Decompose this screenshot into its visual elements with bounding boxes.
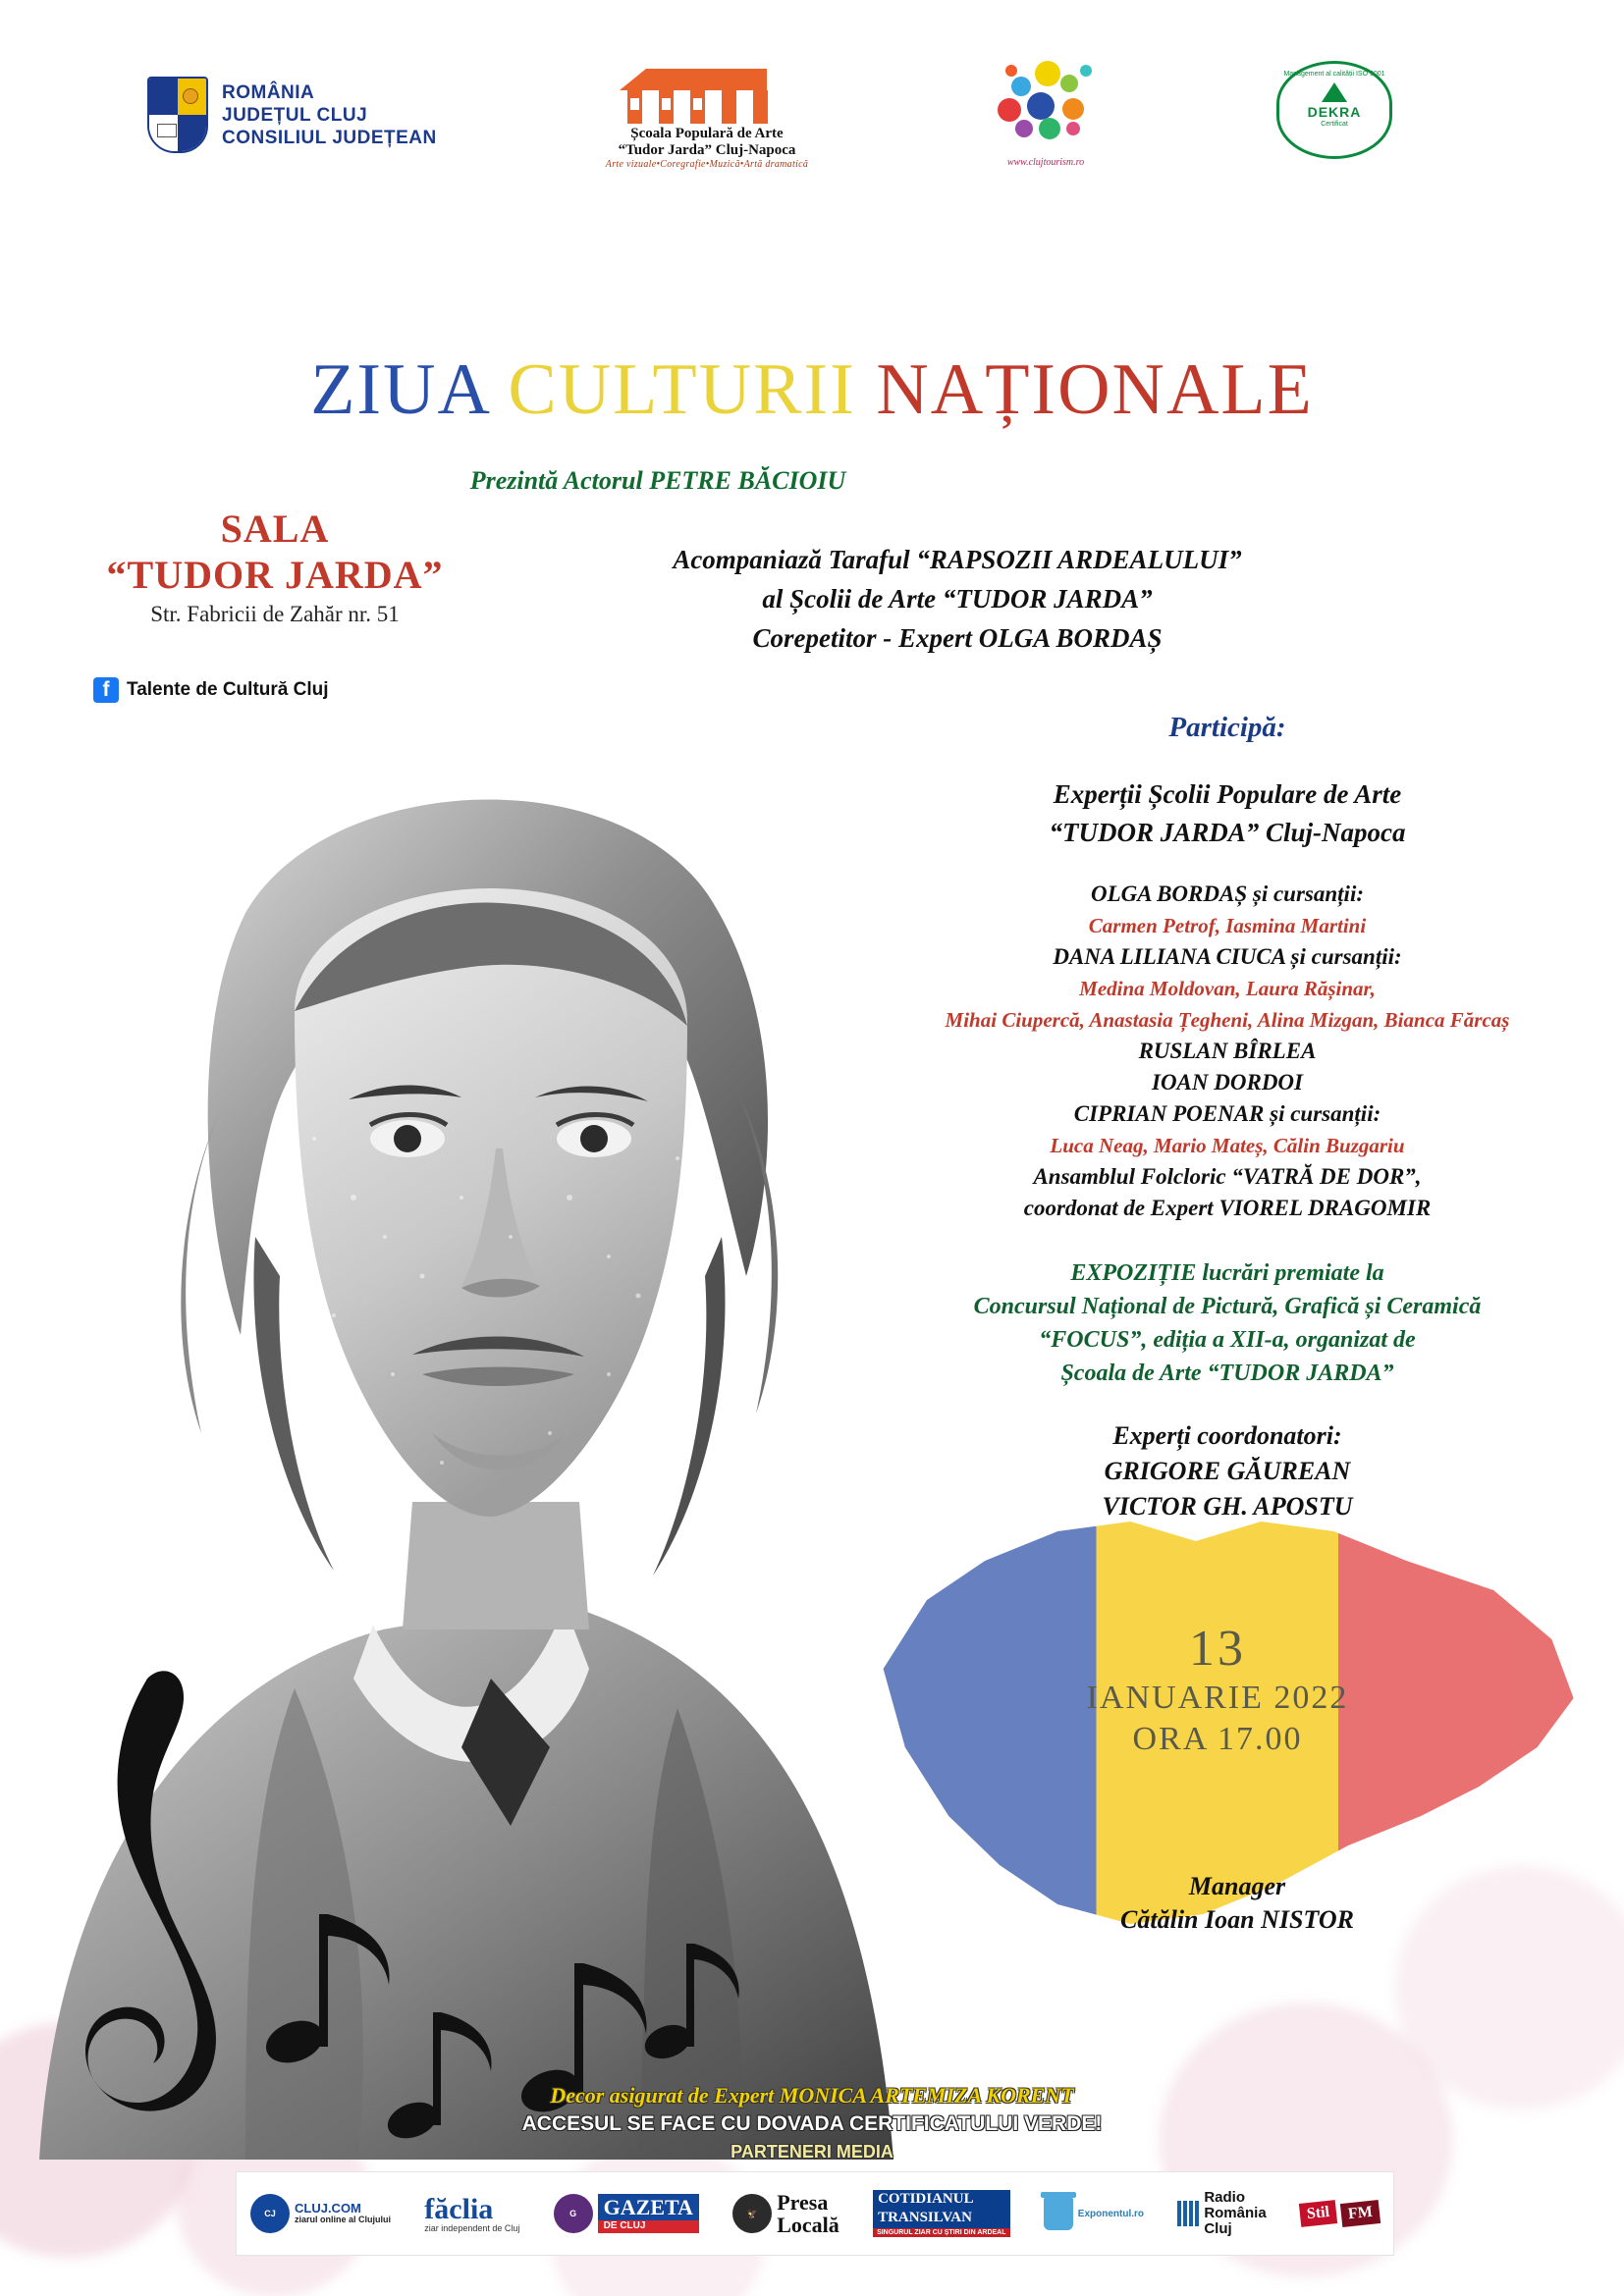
media-logo-presa-locala[interactable] bbox=[732, 2191, 839, 2236]
dekra-cert-text: Certificat bbox=[1321, 121, 1348, 128]
cotidianul-text-3: SINGURUL ZIAR CU ȘTIRI DIN ARDEAL bbox=[873, 2228, 1009, 2237]
logo-scoala-populara-de-arte bbox=[589, 65, 825, 170]
cluj-com-text-2: ziarul online al Clujului bbox=[295, 2215, 392, 2225]
building-icon bbox=[614, 65, 800, 126]
media-logo-cotidianul-transilvan[interactable] bbox=[873, 2190, 1009, 2238]
cotidianul-text-1: COTIDIANUL bbox=[873, 2190, 1009, 2210]
manager-name: Cătălin Ioan NISTOR bbox=[1120, 1905, 1354, 1934]
gazeta-shield-icon: G bbox=[554, 2194, 593, 2233]
group-lead: RUSLAN BÎRLEA bbox=[1138, 1039, 1317, 1063]
presenter-line: Prezintă Actorul PETRE BĂCIOIU bbox=[469, 466, 846, 495]
presa-text-2: Locală bbox=[777, 2213, 839, 2237]
group-lead: DANA LILIANA CIUCA și cursanții: bbox=[1053, 944, 1402, 969]
coordinators-heading: Experți coordonatori: bbox=[1112, 1421, 1342, 1450]
ensemble-block bbox=[550, 540, 1365, 658]
venue-hall-label: SALA bbox=[220, 507, 330, 551]
exhibition-line-4: Școala de Arte “TUDOR JARDA” bbox=[1060, 1361, 1394, 1386]
partners-label: PARTENERI MEDIA bbox=[731, 2142, 893, 2162]
group-members: Medina Moldovan, Laura Rășinar, bbox=[1079, 977, 1376, 1000]
stil-text-1: Stil bbox=[1299, 2200, 1337, 2227]
access-notice: ACCESUL SE FACE CU DOVADA CERTIFICATULUI VERDE! bbox=[521, 2112, 1103, 2135]
logo-cluj-tourism bbox=[982, 59, 1110, 168]
facebook-icon: f bbox=[93, 677, 119, 703]
coordinator-name-2: VICTOR GH. APOSTU bbox=[1102, 1492, 1353, 1521]
media-logo-cluj-com[interactable] bbox=[250, 2194, 391, 2233]
participants-heading: Participă: bbox=[1168, 712, 1286, 743]
county-line-3: CONSILIUL JUDEȚEAN bbox=[222, 127, 437, 148]
logo-dekra bbox=[1276, 61, 1392, 159]
spa-line-3: Arte vizuale•Coregrafie•Muzică•Artă dramatică bbox=[605, 159, 809, 170]
experts-line-2: “TUDOR JARDA” Cluj-Napoca bbox=[1049, 818, 1406, 847]
coordinator-name-1: GRIGORE GĂUREAN bbox=[1104, 1457, 1351, 1485]
participants-experts bbox=[884, 775, 1571, 852]
county-line-2: JUDEȚUL CLUJ bbox=[222, 104, 368, 126]
dekra-wordmark: DEKRA bbox=[1307, 104, 1362, 120]
venue-block bbox=[69, 506, 481, 627]
title-word-3: NAȚIONALE bbox=[876, 349, 1314, 430]
exhibition-line-1: EXPOZIȚIE lucrări premiate la bbox=[1070, 1260, 1384, 1286]
media-logo-facla[interactable] bbox=[424, 2194, 519, 2234]
cluj-com-badge-icon: CJ bbox=[250, 2194, 290, 2233]
venue-address: Str. Fabricii de Zahăr nr. 51 bbox=[150, 602, 400, 626]
page-title bbox=[0, 348, 1624, 432]
group-lead: IOAN DORDOI bbox=[1152, 1070, 1303, 1095]
manager-label: Manager bbox=[1188, 1872, 1286, 1900]
exhibition-line-2: Concursul Național de Pictură, Grafică și Ceramică bbox=[973, 1294, 1482, 1319]
dekra-top-text: Management al calității ISO 9001 bbox=[1283, 71, 1385, 78]
dekra-triangle-icon bbox=[1322, 82, 1347, 102]
gazeta-text-2: DE CLUJ bbox=[598, 2220, 699, 2233]
spa-line-1: Școala Populară de Arte bbox=[630, 126, 784, 141]
gazeta-text-1: GAZETA bbox=[598, 2194, 699, 2220]
cluj-county-crest-icon bbox=[147, 77, 208, 153]
radio-text-2: România bbox=[1204, 2205, 1267, 2222]
media-logo-gazeta-de-cluj[interactable] bbox=[554, 2194, 699, 2233]
eagle-icon: 🦅 bbox=[732, 2194, 772, 2233]
event-date-block bbox=[1011, 1620, 1424, 1758]
facla-text-2: ziar independent de Cluj bbox=[424, 2223, 520, 2234]
county-council-text bbox=[222, 81, 437, 149]
radio-bars-icon bbox=[1177, 2201, 1199, 2226]
radio-text-3: Cluj bbox=[1204, 2219, 1232, 2237]
ensemble-line-3: Corepetitor - Expert OLGA BORDAȘ bbox=[752, 623, 1163, 653]
event-day: 13 bbox=[1189, 1621, 1246, 1677]
facebook-page-link[interactable] bbox=[93, 677, 329, 703]
media-partners-strip bbox=[236, 2171, 1394, 2256]
logo-row bbox=[0, 59, 1624, 177]
ensemble-line-2: al Școlii de Arte “TUDOR JARDA” bbox=[762, 584, 1153, 614]
exponentul-text-1: Exponentul.ro bbox=[1077, 2208, 1145, 2219]
title-word-2: CULTURII bbox=[508, 349, 856, 430]
folk-ensemble-line-1: Ansamblul Folcloric “VATRĂ DE DOR”, bbox=[1033, 1164, 1422, 1189]
radio-text-1: Radio bbox=[1204, 2189, 1245, 2207]
event-month-year: IANUARIE 2022 bbox=[1086, 1680, 1349, 1716]
group-members: Carmen Petrof, Iasmina Martini bbox=[1088, 914, 1367, 937]
group-lead: OLGA BORDAȘ și cursanții: bbox=[1091, 881, 1364, 906]
cotidianul-text-2: TRANSILVAN bbox=[873, 2209, 1009, 2228]
facebook-page-label: Talente de Cultură Cluj bbox=[127, 679, 329, 700]
stil-text-2: FM bbox=[1340, 2200, 1380, 2227]
experts-line-1: Experții Școlii Populare de Arte bbox=[1053, 779, 1402, 809]
folk-ensemble-line-2: coordonat de Expert VIOREL DRAGOMIR bbox=[1023, 1196, 1432, 1220]
dekra-seal-icon bbox=[1276, 61, 1392, 159]
facla-text-1: făclia bbox=[424, 2192, 494, 2225]
group-members: Mihai Ciupercă, Anastasia Țegheni, Alina Mizgan, Bianca Fărcaș bbox=[945, 1008, 1510, 1032]
ensemble-line-1: Acompaniază Taraful “RAPSOZII ARDEALULUI” bbox=[673, 545, 1242, 574]
participants-name-list bbox=[864, 879, 1591, 1224]
county-line-1: ROMÂNIA bbox=[222, 81, 315, 103]
group-lead: CIPRIAN POENAR și cursanții: bbox=[1073, 1101, 1381, 1126]
cluj-tourism-caption: www.clujtourism.ro bbox=[1006, 157, 1085, 168]
media-logo-radio-romania-cluj[interactable] bbox=[1177, 2190, 1266, 2236]
presa-text-1: Presa bbox=[777, 2189, 829, 2215]
recycle-bin-icon bbox=[1044, 2197, 1073, 2230]
colored-dots-icon bbox=[982, 59, 1110, 157]
exhibition-line-3: “FOCUS”, ediția a XII-a, organizat de bbox=[1039, 1327, 1416, 1353]
media-logo-stil-fm[interactable] bbox=[1300, 2202, 1380, 2225]
venue-hall-name: “TUDOR JARDA” bbox=[106, 553, 444, 597]
spa-line-2: “Tudor Jarda” Cluj-Napoca bbox=[618, 142, 796, 158]
media-logo-exponentul-ro[interactable] bbox=[1044, 2197, 1144, 2230]
exhibition-block bbox=[864, 1256, 1591, 1390]
title-word-1: ZIUA bbox=[310, 349, 488, 430]
group-members: Luca Neag, Mario Mateș, Călin Buzgariu bbox=[1050, 1134, 1405, 1157]
manager-block bbox=[1011, 1870, 1463, 1937]
cluj-com-text-1: CLUJ.COM bbox=[295, 2201, 361, 2216]
decor-credit: Decor asigurat de Expert MONICA ARTEMIZA KORENT bbox=[550, 2083, 1074, 2108]
logo-romania-cluj-county-council bbox=[147, 77, 437, 153]
event-time: ORA 17.00 bbox=[1132, 1721, 1303, 1757]
